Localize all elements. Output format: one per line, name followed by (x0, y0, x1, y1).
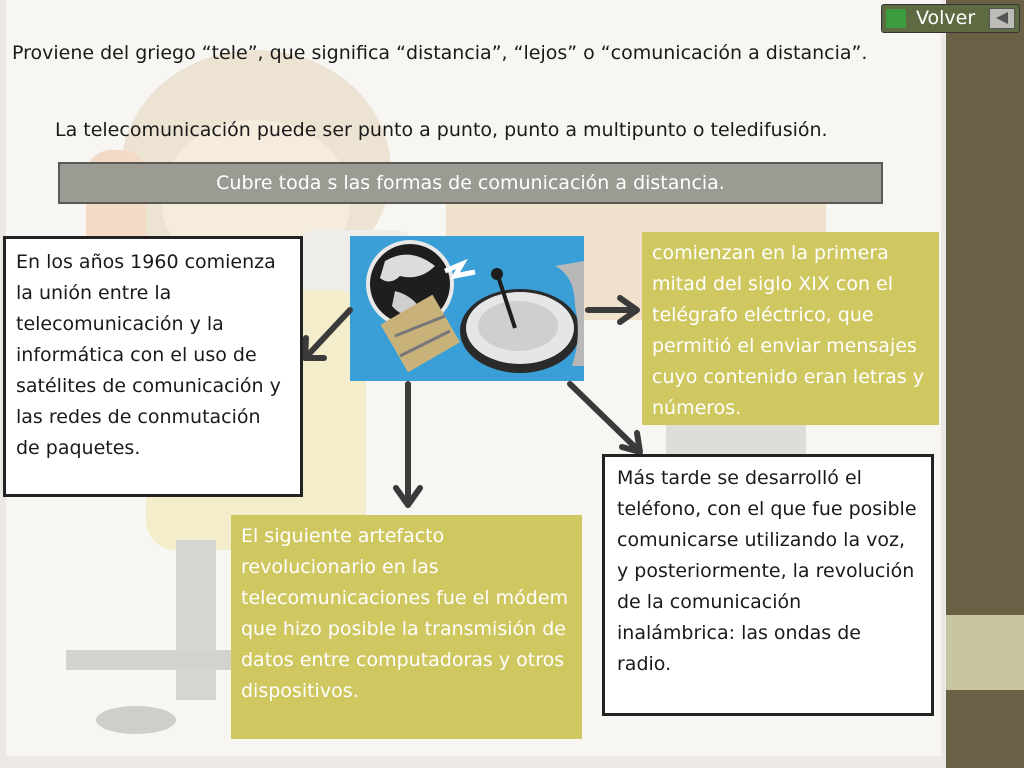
summary-box: Cubre toda s las formas de comunicación a distancia. (58, 162, 883, 204)
volver-label: Volver (916, 7, 976, 29)
origin-text: Proviene del griego “tele”, que significa “distancia”, “lejos” o “comunicación a distancia”. (12, 42, 868, 64)
back-arrow-icon[interactable] (989, 8, 1015, 29)
volver-button[interactable] (881, 4, 1020, 33)
info-box-modem: El siguiente artefacto revolucionario en las telecomunicaciones fue el módem que hizo posible la transmisión de datos entre computadoras y otros dispositivos. (231, 515, 582, 739)
info-box-telefono: Más tarde se desarrolló el teléfono, con el que fue posible comunicarse utilizando la voz, y posteriormente, la revolución de la comunicación inalámbrica: las ondas de radio. (602, 454, 934, 716)
types-text: La telecomunicación puede ser punto a punto, punto a multipunto o teledifusión. (55, 119, 828, 141)
side-decoration-accent (946, 615, 1024, 690)
info-box-1960: En los años 1960 comienza la unión entre la telecomunicación y la informática con el uso de satélites de comunicación y las redes de conmutación de paquetes. (3, 236, 303, 497)
volver-green-marker (886, 9, 906, 28)
info-box-siglo-xix: comienzan en la primera mitad del siglo XIX con el telégrafo eléctrico, que permitió el enviar mensajes cuyo contenido eran letras y números. (642, 232, 939, 425)
telecom-illustration (350, 236, 584, 381)
